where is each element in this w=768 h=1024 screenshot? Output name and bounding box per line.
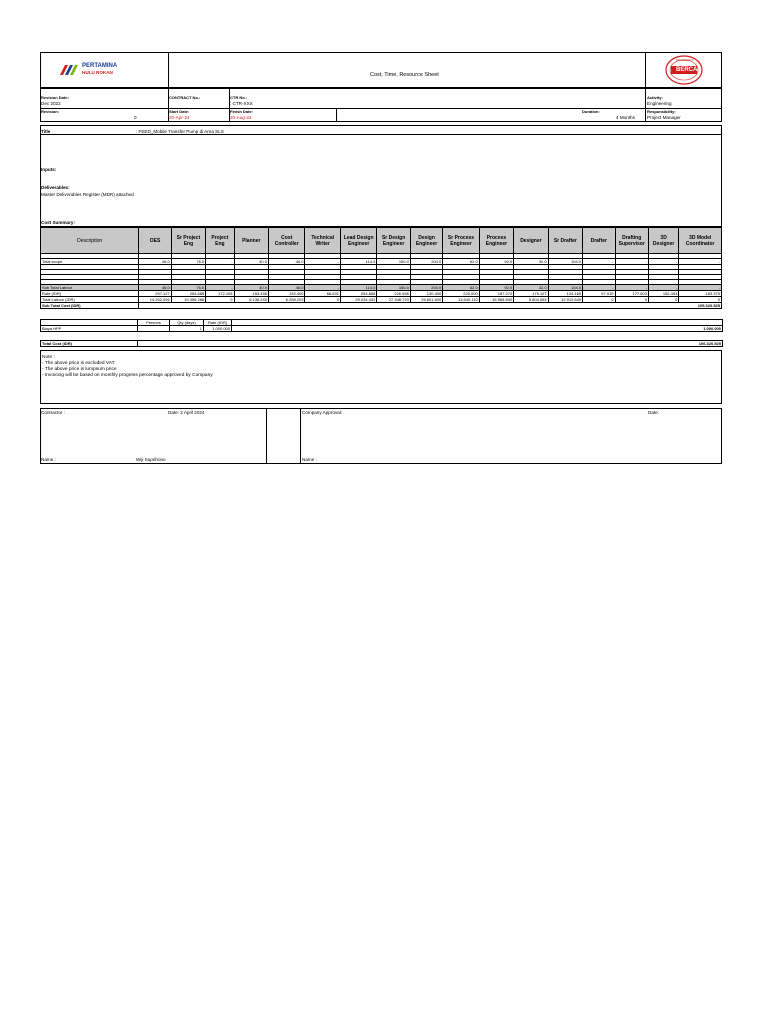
table-cell: 12.912.640 [548,297,582,303]
table-cell: 152.494 [648,291,678,297]
table-cell: 175.127 [514,291,548,297]
table-row-total-cost [41,341,723,347]
total-cost-label: Total Cost (IDR) [41,341,138,347]
table-cell: 62.0 [443,259,479,265]
table-cell: 0 [615,297,648,303]
table-cell: 16.968.840 [479,297,513,303]
col-sr-design-engineer: Sr Design Engineer [377,228,410,254]
total-cost-value: 106.320.525 [138,341,723,347]
table-cell: 133.400 [268,291,304,297]
title-block [40,125,722,227]
table-cell: 76.0 [171,259,205,265]
berca-logo [664,55,704,85]
finish-date-value: 20-Aug-24 [230,115,252,120]
table-cell: 130.400 [410,291,442,297]
table-cell: 26.601.600 [410,297,442,303]
table-cell: 32.0 [514,259,548,265]
expense-col-persons: Persons [138,320,170,326]
col-lead-design-engineer: Lead Design Engineer [340,228,376,254]
expense-rate: 1.000.000 [204,326,232,332]
start-date-value: 20-Apr-24 [169,115,190,120]
table-cell: 14.262.096 [139,297,171,303]
total-cost-table [40,340,723,347]
table-cell: 19.356.288 [171,297,205,303]
expense-qty: 1 [170,326,204,332]
table-cell: 0 [679,297,722,303]
col-sr-drafter: Sr Drafter [548,228,582,254]
ctr-label: CTR No.: [230,95,248,100]
company-sub: HULU ROKAN [82,70,113,75]
table-cell: 32.0 [514,285,548,291]
expense-table [40,319,723,332]
table-cell: 150.0 [377,259,410,265]
col-cost-controller: Cost Controller [268,228,304,254]
responsibility-value: Project Manager [647,115,681,120]
table-cell: 220.000 [443,291,479,297]
col-sr-project-eng: Sr Project Eng [171,228,205,254]
table-cell: - [583,285,615,291]
table-header-row [41,228,722,254]
table-cell: 124.160 [548,291,582,297]
table-cell: 68.631 [305,291,340,297]
table-cell: 92.0 [479,285,513,291]
company-name: PERTAMINA [82,63,118,69]
table-cell: - [648,259,678,265]
table-cell: - [679,285,722,291]
table-cell: 46.0 [268,285,304,291]
col-technical-writer: Technical Writer [305,228,340,254]
table-row-sub-total-cost [41,303,722,309]
responsibility-label: Responsibility: [647,109,676,114]
row-label: Sub Total Labour [41,285,139,291]
sheet-title: Cost, Time, Resource Sheet [370,72,439,78]
title-label: Title [41,129,51,134]
signature-block [40,408,722,464]
table-cell: 204.0 [410,285,442,291]
table-cell: - [615,259,648,265]
company-approval-label: Company Approval: [302,410,343,415]
col-process-engineer: Process Engineer [479,228,513,254]
revision-value: 0 [134,115,137,120]
contractor-date: Date: 2 April 2024 [168,410,205,415]
note-line: - The above price is lumpsum price [42,367,117,372]
sub-total-cost-label: Sub Total Cost (IDR) [41,303,139,309]
col-3d-designer: 3D Designer [648,228,678,254]
expense-row [41,326,723,332]
table-cell: 0 [648,297,678,303]
revision-date-value: Dec 2022 [41,101,61,106]
expense-col-qty: Qty (days) [170,320,204,326]
expense-total: 1.000.000 [232,326,723,332]
start-date-label: Start Date: [169,109,190,114]
table-cell: 0 [305,297,340,303]
expense-persons [138,326,170,332]
pertamina-logo [58,61,158,77]
col-designer: Designer [514,228,548,254]
col-3d-model-coordinator: 3D Model Coordinator [679,228,722,254]
table-cell: 62.0 [443,285,479,291]
table-cell: - [679,259,722,265]
table-cell: 114.0 [340,259,376,265]
table-cell: 254.688 [171,291,205,297]
table-cell: 104.0 [548,285,582,291]
table-cell: 46.0 [139,259,171,265]
col-design-engineer: Design Engineer [410,228,442,254]
col-drafter: Drafter [583,228,615,254]
table-cell: 153.456 [234,291,268,297]
table-cell: 76.0 [171,285,205,291]
company-name-label: Name : [302,457,317,462]
table-cell: 114.0 [340,285,376,291]
table-cell: 150.0 [377,285,410,291]
table-cell: 27.348.720 [377,297,410,303]
col-oes: OES [139,228,171,254]
row-label: Rate (IDR) [41,291,139,297]
table-cell: 183.375 [679,291,722,297]
table-cell: 97.019 [583,291,615,297]
table-cell: 46.0 [268,259,304,265]
inputs-label: Inputs: [41,167,57,172]
title-value: : FEED_Mobile Transfer Pump di Area SLS [136,129,224,134]
col-sr-process-engineer: Sr Process Engineer [443,228,479,254]
table-cell: 104.0 [548,259,582,265]
revision-label: Revision: [41,109,60,114]
table-cell: 6.138.240 [234,297,268,303]
table-cell: 172.105 [206,291,234,297]
contractor-name-value: Wiji Suprihono [136,457,166,462]
table-cell: 40.0 [234,259,268,265]
row-label: Total Labour (IDR) [41,297,139,303]
contractor-label: Contractor : [41,410,65,415]
duration-value: 4 Months [616,115,635,120]
table-cell: 5.604.064 [514,297,548,303]
col-planner: Planner [234,228,268,254]
notes [42,355,213,379]
expense-col-rate: Rate (IDR) [204,320,232,326]
finish-date-label: Finish Date: [230,109,253,114]
cost-summary-label: Cost Summary: [41,220,75,225]
table-cell: 226.936 [377,291,410,297]
table-cell: 297.127 [139,291,171,297]
expense-label: Biaya HPP [41,326,138,332]
table-cell: 254.688 [340,291,376,297]
table-cell: - [305,285,340,291]
note-line: - Invoicing will be based on monthly progress percentage approved by Company [42,373,213,378]
table-cell: - [206,285,234,291]
table-cell: 40.0 [234,285,268,291]
table-cell: 204.0 [410,259,442,265]
cost-summary-table [40,227,722,309]
table-cell: - [648,285,678,291]
table-cell: - [305,259,340,265]
col-drafting-supervisor: Drafting Supervisor [615,228,648,254]
revision-date-label: Revision Date: [41,95,69,100]
table-cell: 177.603 [615,291,648,297]
table-cell: - [206,259,234,265]
col-project-eng: Project Eng [206,228,234,254]
table-cell: - [615,285,648,291]
table-cell: 6.258.203 [268,297,304,303]
col-description: Description [41,228,139,254]
table-cell: 187.270 [479,291,513,297]
table-cell: 13.640.110 [443,297,479,303]
sub-total-cost-value: 105.320.525 [139,303,722,309]
table-cell: 46.0 [139,285,171,291]
activity-label: Activity: [647,95,663,100]
duration-label: Duration: [582,109,600,114]
berca-logo-ring: ENGINEERCO [676,58,694,62]
note-line: - The above price is excluded VAT [42,361,115,366]
table-cell: 92.0 [479,259,513,265]
contractor-name-label: Name : [41,457,56,462]
table-cell: 0 [206,297,234,303]
deliverables-label: Deliverables: [41,185,70,190]
row-label: Total scope [41,259,139,265]
deliverables-value: Master Deliverables Register (MDR) attached [41,192,134,197]
activity-value: Engineering [647,101,672,106]
company-date-label: Date: [648,410,659,415]
table-cell: 0 [583,297,615,303]
notes-heading: Note : [42,355,55,360]
berca-logo-text: BERCA [676,66,698,73]
table-cell: 29.034.432 [340,297,376,303]
table-cell: - [583,259,615,265]
pertamina-logo-icon [58,63,80,77]
contract-label: CONTRACT No.: [169,95,201,100]
ctr-value: : CTR-XXX [230,101,253,106]
